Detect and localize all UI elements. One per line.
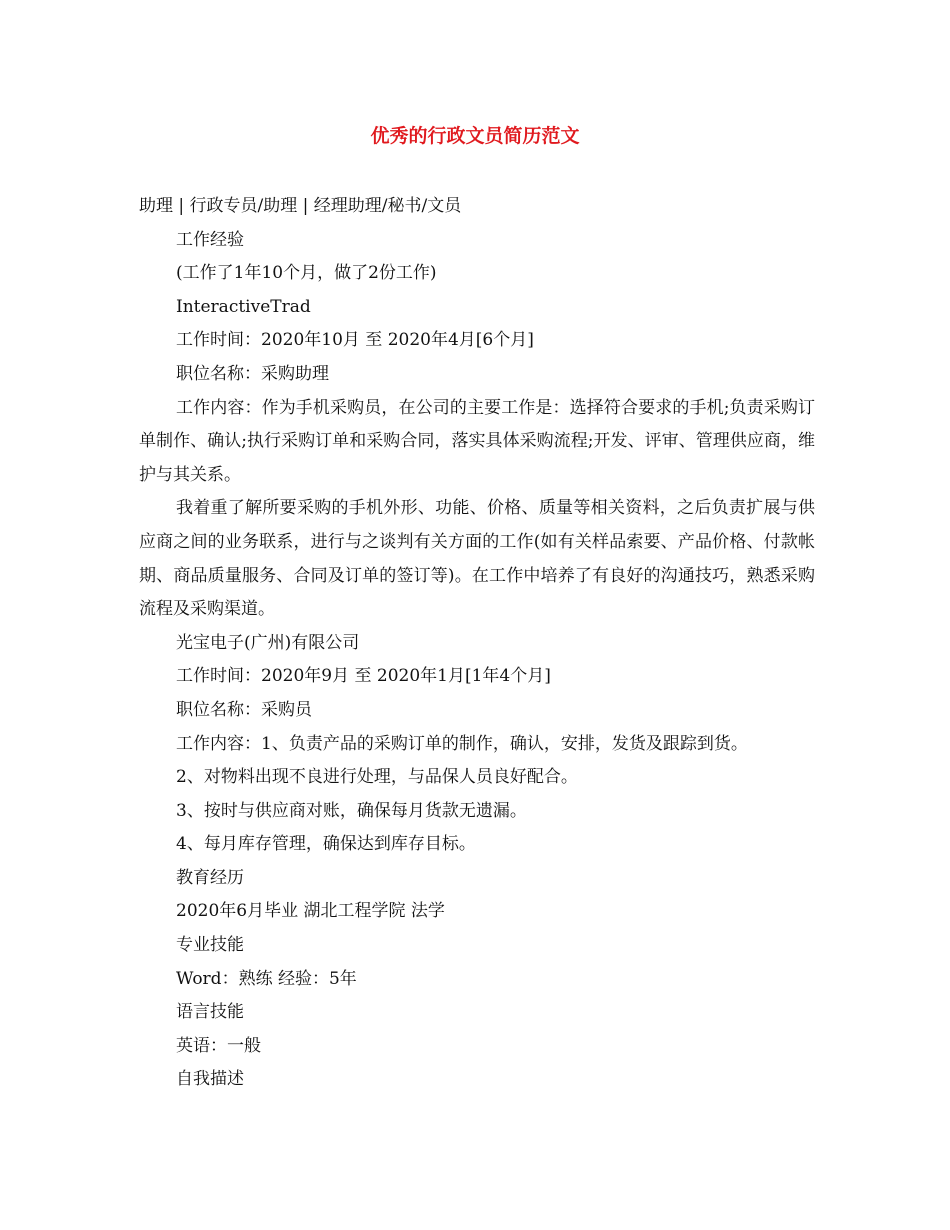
job1-duties: 工作内容：作为手机采购员，在公司的主要工作是：选择符合要求的手机;负责采购订单制作、确认;执行采购订单和采购合同，落实具体采购流程;开发、评审、管理供应商，维护与其关系。 [139, 397, 815, 485]
work-experience-heading: 工作经验 [176, 229, 244, 250]
job1-company: InteractiveTrad [176, 296, 311, 317]
education-entry: 2020年6月毕业 湖北工程学院 法学 [176, 901, 445, 922]
job2-company: 光宝电子(广州)有限公司 [176, 632, 360, 653]
job2-duty-2: 2、对物料出现不良进行处理，与品保人员良好配合。 [176, 767, 578, 788]
job2-duty-4: 4、每月库存管理，确保达到库存目标。 [176, 834, 476, 855]
document-title: 优秀的行政文员简历范文 [370, 125, 580, 147]
resume-body [139, 190, 815, 1097]
job1-period: 工作时间：2020年10月 至 2020年4月[6个月] [176, 330, 534, 351]
job-category-line: 助理 | 行政专员/助理 | 经理助理/秘书/文员 [139, 196, 462, 216]
self-description-heading: 自我描述 [176, 1069, 244, 1090]
job2-duty-3: 3、按时与供应商对账，确保每月货款无遗漏。 [176, 800, 527, 821]
work-summary: (工作了1年10个月，做了2份工作) [176, 263, 437, 284]
job1-position: 职位名称：采购助理 [176, 363, 329, 384]
job1-summary: 我着重了解所要采购的手机外形、功能、价格、质量等相关资料，之后负责扩展与供应商之间的业务联系，进行与之谈判有关方面的工作(如有关样品索要、产品价格、付款帐期、商品质量服务、合同及订单的签订等)。在工作中培养了有良好的沟通技巧，熟悉采购流程及采购渠道。 [139, 498, 815, 620]
education-heading: 教育经历 [176, 867, 244, 888]
skills-heading: 专业技能 [176, 935, 244, 956]
language-heading: 语言技能 [176, 1002, 244, 1023]
skills-entry: Word：熟练 经验：5年 [176, 968, 357, 989]
job2-position: 职位名称：采购员 [176, 699, 312, 720]
language-entry: 英语：一般 [176, 1035, 261, 1056]
job2-period: 工作时间：2020年9月 至 2020年1月[1年4个月] [176, 666, 551, 687]
job2-duty-1: 工作内容：1、负责产品的采购订单的制作，确认，安排，发货及跟踪到货。 [176, 733, 748, 754]
